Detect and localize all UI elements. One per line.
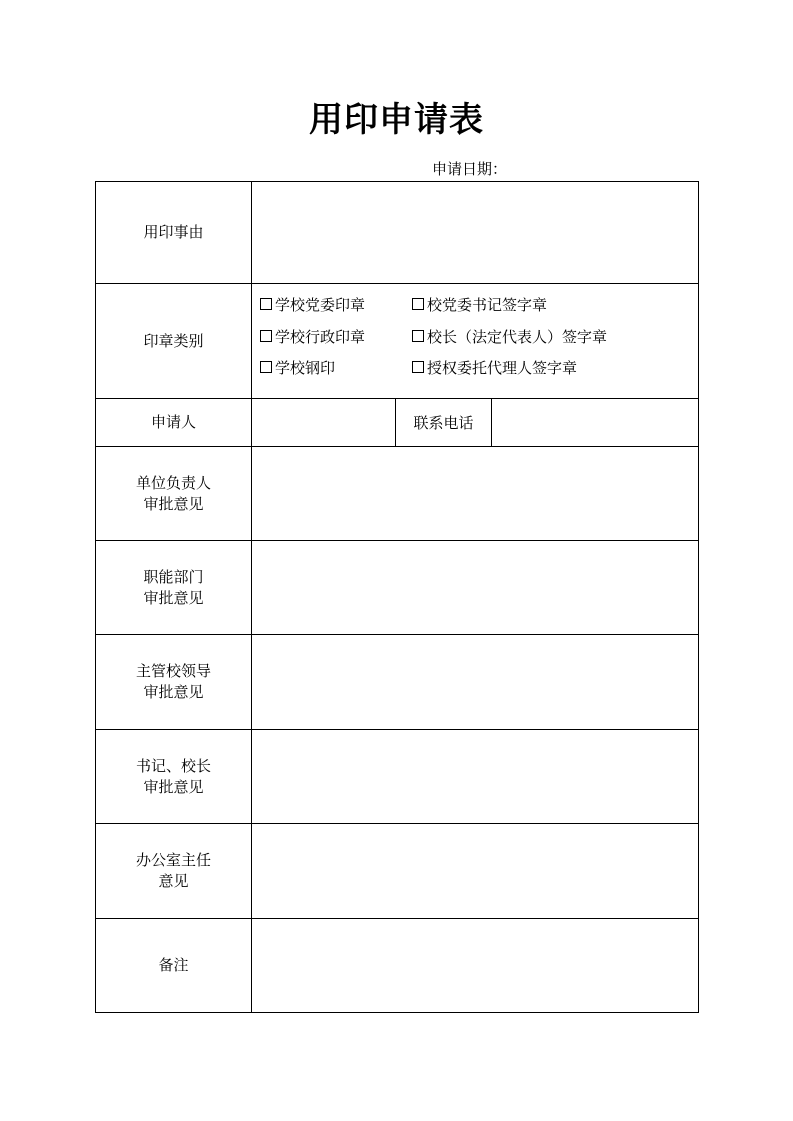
reason-field[interactable] bbox=[252, 182, 698, 283]
application-date-label: 申请日期： bbox=[432, 160, 508, 178]
seal-type-label: 印章类别 bbox=[96, 284, 252, 398]
seal-option-steel-seal[interactable]: 学校钢印 bbox=[260, 357, 335, 378]
department-label: 职能部门 审批意见 bbox=[96, 541, 252, 634]
secretary-president-opinion-field[interactable] bbox=[252, 730, 698, 823]
applicant-field[interactable] bbox=[252, 399, 395, 446]
remark-row bbox=[96, 919, 698, 1012]
unit-head-row bbox=[96, 447, 698, 541]
applicant-row bbox=[96, 399, 698, 447]
seal-option-president-signature[interactable]: 校长（法定代表人）签字章 bbox=[412, 326, 607, 347]
department-row bbox=[96, 541, 698, 635]
unit-head-label: 单位负责人 审批意见 bbox=[96, 447, 252, 540]
remark-label: 备注 bbox=[96, 919, 252, 1012]
secretary-president-row bbox=[96, 730, 698, 824]
checkbox-icon[interactable] bbox=[412, 330, 424, 342]
checkbox-icon[interactable] bbox=[260, 330, 272, 342]
remark-field[interactable] bbox=[252, 919, 698, 1012]
leader-label: 主管校领导 审批意见 bbox=[96, 635, 252, 729]
leader-opinion-field[interactable] bbox=[252, 635, 698, 729]
unit-head-opinion-field[interactable] bbox=[252, 447, 698, 540]
phone-label: 联系电话 bbox=[395, 399, 492, 446]
phone-field[interactable] bbox=[492, 399, 698, 446]
seal-option-party-secretary-signature[interactable]: 校党委书记签字章 bbox=[412, 294, 547, 315]
checkbox-icon[interactable] bbox=[412, 298, 424, 310]
form-title: 用印申请表 bbox=[309, 100, 484, 140]
office-director-label: 办公室主任 意见 bbox=[96, 824, 252, 918]
secretary-president-label: 书记、校长 审批意见 bbox=[96, 730, 252, 823]
seal-type-row bbox=[96, 284, 698, 399]
office-director-opinion-field[interactable] bbox=[252, 824, 698, 918]
checkbox-icon[interactable] bbox=[260, 361, 272, 373]
applicant-label: 申请人 bbox=[96, 399, 252, 446]
seal-option-party-committee[interactable]: 学校党委印章 bbox=[260, 294, 365, 315]
checkbox-icon[interactable] bbox=[260, 298, 272, 310]
department-opinion-field[interactable] bbox=[252, 541, 698, 634]
office-director-row bbox=[96, 824, 698, 919]
reason-row bbox=[96, 182, 698, 284]
checkbox-icon[interactable] bbox=[412, 361, 424, 373]
leader-row bbox=[96, 635, 698, 730]
seal-option-administration[interactable]: 学校行政印章 bbox=[260, 326, 365, 347]
seal-application-form bbox=[95, 181, 699, 1013]
seal-type-options bbox=[252, 284, 698, 398]
seal-option-authorized-agent-signature[interactable]: 授权委托代理人签字章 bbox=[412, 357, 577, 378]
reason-label: 用印事由 bbox=[96, 182, 252, 283]
